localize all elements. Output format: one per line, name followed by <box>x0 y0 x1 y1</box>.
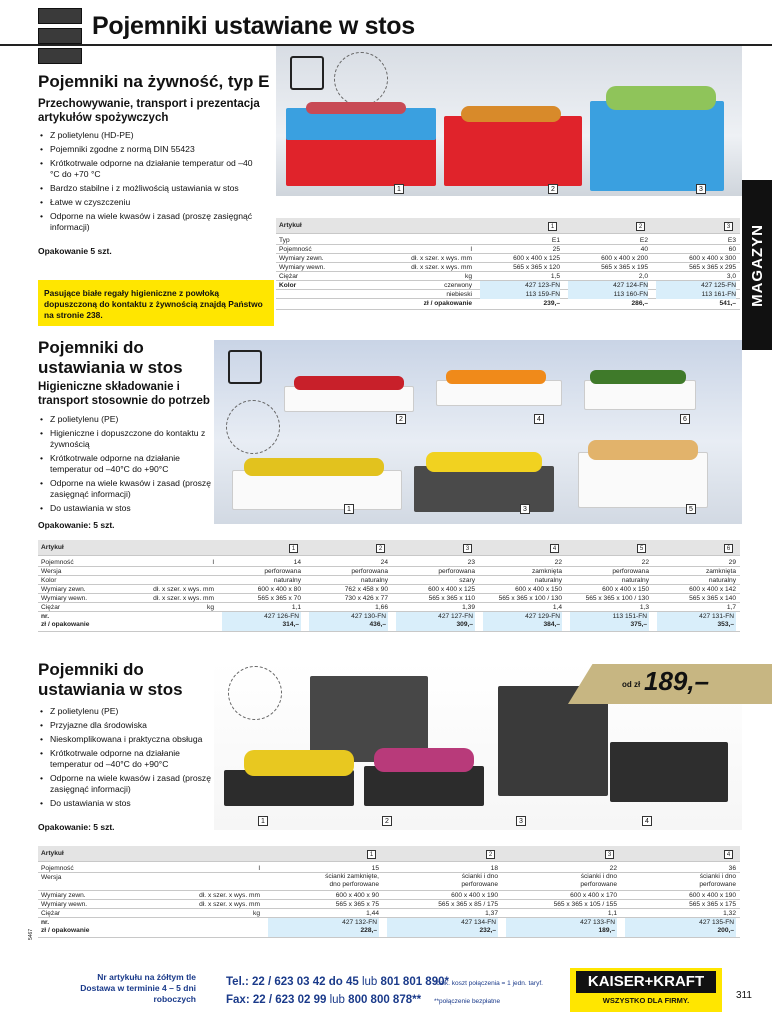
brand-slogan: WSZYSTKO DLA FIRMY. <box>602 996 690 1005</box>
photo-label: 2 <box>382 816 392 826</box>
price: 309,– <box>456 621 473 628</box>
bullet-item: • Z polietylenu (PE) <box>38 706 218 717</box>
table-cell <box>264 873 379 889</box>
wersja-line: perforowane <box>699 881 736 888</box>
section1-subheading: Przechowywanie, transport i prezentacja artykułów spożywczych <box>38 98 260 124</box>
brand-name: KAISER+KRAFT <box>576 971 716 993</box>
table-row <box>38 918 740 938</box>
column-number: 6 <box>724 544 733 553</box>
table-cell: 1,39 <box>462 604 475 611</box>
black-crate <box>364 766 484 806</box>
bullet-item: • Do ustawiania w stos <box>38 798 218 809</box>
column-number: 2 <box>376 544 385 553</box>
table-cell: 1,37 <box>485 910 498 917</box>
wersja-line: perforowane <box>461 881 498 888</box>
photo-label: 4 <box>642 816 652 826</box>
price-from: 189,– <box>644 666 710 696</box>
food-safe-icon <box>290 56 324 90</box>
row-label: Wymiary zewn. <box>41 586 86 593</box>
bread-rolls <box>461 106 561 122</box>
article-cell <box>309 612 388 631</box>
article-number: 113 151-FN <box>612 613 647 620</box>
article-cell <box>570 612 649 631</box>
table-cell: 565 x 365 x 120 <box>513 264 560 271</box>
stacked-crates-logo <box>38 8 82 66</box>
article-number: 113 161-FN <box>656 290 736 299</box>
article-number: 427 135-FN <box>699 919 734 926</box>
table-row <box>276 236 740 245</box>
price: 436,– <box>369 621 386 628</box>
price: 541,– <box>719 300 736 307</box>
row-unit: dł. x szer. x wys. mm <box>411 264 472 271</box>
section1-photo <box>276 46 742 196</box>
leeks <box>606 86 716 110</box>
food-safe-icon <box>228 350 262 384</box>
article-number: 427 133-FN <box>580 919 615 926</box>
table-row <box>38 540 740 556</box>
price-label: zł / opakowanie <box>41 927 90 934</box>
table-row <box>276 263 740 272</box>
table-cell: 565 x 365 x 70 <box>257 595 301 602</box>
row-label: Typ <box>279 237 290 244</box>
table-cell: 600 x 400 x 170 <box>570 892 617 899</box>
bullet-item: • Bardzo stabilne i z możliwością ustawiania w stos <box>38 183 263 194</box>
table-cell <box>621 873 736 889</box>
table-cell: 565 x 365 x 100 / 130 <box>585 595 649 602</box>
section1-heading: Pojemniki na żywność, typ E <box>38 72 270 91</box>
table-cell: 1,7 <box>726 604 736 611</box>
price: 353,– <box>717 621 734 628</box>
article-cell <box>222 612 301 631</box>
section1-bullets <box>38 130 263 236</box>
row-label: Pojemność <box>41 559 74 566</box>
row-unit: dł. x szer. x wys. mm <box>153 586 214 593</box>
wersja-line: ścianki i dno <box>580 873 617 880</box>
table-cell: naturalny <box>708 577 736 584</box>
column-number: 1 <box>367 850 376 859</box>
table-row <box>276 290 740 299</box>
phone-cost-note: *całk. koszt połączenia = 1 jedn. taryf. <box>434 980 543 987</box>
nr-label: nr. <box>41 919 50 926</box>
article-number: 113 160-FN <box>568 290 648 299</box>
delivery-note: Nr artykułu na żółtym tle Dostawa w terminie 4 – 5 dni roboczych <box>80 972 196 1004</box>
bullet-item: • Krótkotrwale odporne na działanie temperatur od –40°C do +90°C <box>38 748 218 770</box>
table-cell: 600 x 400 x 190 <box>451 892 498 899</box>
table-cell: 22 <box>641 559 649 566</box>
table-cell: 1,1 <box>607 910 617 917</box>
row-label: Wersja <box>41 568 62 575</box>
red-crate <box>286 136 436 186</box>
table-cell: 565 x 365 x 110 <box>428 595 475 602</box>
article-number: 113 159-FN <box>480 290 560 299</box>
table-cell: 1,66 <box>375 604 388 611</box>
table-row <box>276 218 740 234</box>
row-unit: dł. x szer. x wys. mm <box>199 892 260 899</box>
table-cell: 600 x 400 x 80 <box>257 586 301 593</box>
photo-label: 1 <box>394 184 404 194</box>
article-cell <box>625 918 736 937</box>
table-cell: 600 x 400 x 150 <box>515 586 562 593</box>
price: 228,– <box>360 927 377 934</box>
table-cell: 600 x 400 x 90 <box>335 892 379 899</box>
hygiene-shelf-note: Pasujące białe regały higieniczne z powłoką dopuszczoną do kontaktu z żywnością znajdą Państwo na stronie 238. <box>38 280 274 326</box>
table-row <box>276 272 740 281</box>
table-cell: naturalny <box>360 577 388 584</box>
article-number: 427 125-FN <box>656 281 736 290</box>
row-unit: dł. x szer. x wys. mm <box>153 595 214 602</box>
price: 239,– <box>543 300 560 307</box>
table-cell: 23 <box>467 559 475 566</box>
table-header-label: Artykuł <box>41 544 64 551</box>
bullet-item: • Z polietylenu (HD-PE) <box>38 130 263 141</box>
column-number: 3 <box>724 222 733 231</box>
section3-packaging: Opakowanie: 5 szt. <box>38 822 115 832</box>
table-cell: naturalny <box>273 577 301 584</box>
bread <box>588 440 698 460</box>
bullet-item: • Krótkotrwale odporne na działanie temperatur od –40°C do +90°C <box>38 453 218 475</box>
article-number: 427 124-FN <box>568 281 648 290</box>
apricots <box>446 370 546 384</box>
table-row <box>38 864 740 873</box>
table-row <box>38 603 740 612</box>
bullet-item: • Odporne na wiele kwasów i zasad (proszę zasięgnąć informacji) <box>38 773 218 795</box>
row-label <box>41 613 89 629</box>
table-cell: 1,3 <box>639 604 649 611</box>
price: 189,– <box>598 927 615 934</box>
column-number: 5 <box>637 544 646 553</box>
row-label: Pojemność <box>279 246 312 253</box>
table-row <box>38 846 740 862</box>
article-cell <box>657 612 736 631</box>
table-cell: 600 x 400 x 125 <box>428 586 475 593</box>
section3-bullets <box>38 706 218 812</box>
table-cell: E1 <box>551 237 560 244</box>
table-cell: 600 x 400 x 200 <box>601 255 648 262</box>
row-label: Ciężar <box>279 273 299 280</box>
table-cell: 29 <box>728 559 736 566</box>
column-number: 4 <box>724 850 733 859</box>
price: 375,– <box>630 621 647 628</box>
row-label: Pojemność <box>41 865 74 872</box>
table-cell: 2,0 <box>638 273 648 280</box>
article-number: 427 123-FN <box>480 281 560 290</box>
article-number: 427 132-FN <box>342 919 377 926</box>
article-cell <box>396 612 475 631</box>
table-cell: 18 <box>490 865 498 872</box>
bullet-item: • Odporne na wiele kwasów i zasad (proszę zasięgnąć informacji) <box>38 211 263 233</box>
table-cell: zamknięta <box>531 568 562 575</box>
fax-cost-note: **połączenie bezpłatne <box>434 998 501 1005</box>
cherries <box>294 376 404 390</box>
row-unit: l <box>212 559 214 566</box>
column-number: 3 <box>605 850 614 859</box>
table-cell: 1,44 <box>366 910 379 917</box>
article-number: 427 134-FN <box>461 919 496 926</box>
article-cell <box>506 918 617 937</box>
row-label: Wymiary zewn. <box>41 892 86 899</box>
table-row <box>276 245 740 254</box>
table-cell: perforowana <box>612 568 649 575</box>
white-crate <box>578 452 708 508</box>
table-cell: 1,5 <box>550 273 560 280</box>
white-crate <box>232 470 402 510</box>
table-cell: E3 <box>727 237 736 244</box>
page-number: 311 <box>736 990 752 1001</box>
table-cell: 1,1 <box>291 604 301 611</box>
photo-label: 3 <box>520 504 530 514</box>
row-label: Wymiary zewn. <box>279 255 324 262</box>
wersja-line: ścianki zamknięte, <box>325 873 379 880</box>
bullet-item: • Pojemniki zgodne z normą DIN 55423 <box>38 144 263 155</box>
row-label: Wymiary wewn. <box>279 264 326 271</box>
table-cell: 600 x 400 x 190 <box>689 892 736 899</box>
table-cell: perforowana <box>264 568 301 575</box>
table-row <box>38 594 740 603</box>
bullet-item: • Z polietylenu (PE) <box>38 414 218 425</box>
photo-label: 2 <box>548 184 558 194</box>
article-number: 427 130-FN <box>351 613 386 620</box>
wersja-line: perforowane <box>580 881 617 888</box>
column-number: 1 <box>548 222 557 231</box>
wersja-line: dno perforowane <box>329 881 379 888</box>
table-row <box>38 567 740 576</box>
table-cell: 730 x 426 x 77 <box>344 595 388 602</box>
recycling-seal-icon <box>226 400 280 454</box>
bananas <box>426 452 542 472</box>
table-cell: 565 x 365 x 175 <box>689 901 736 908</box>
photo-label: 3 <box>696 184 706 194</box>
table-cell: 565 x 365 x 295 <box>689 264 736 271</box>
table-cell: 600 x 400 x 142 <box>689 586 736 593</box>
row-unit: dł. x szer. x wys. mm <box>199 901 260 908</box>
table-header-label: Artykuł <box>279 222 302 229</box>
table-cell: 3,0 <box>726 273 736 280</box>
bullet-item: • Krótkotrwale odporne na działanie temperatur od –40 °C do +70 °C <box>38 158 263 180</box>
section2-heading: Pojemniki do ustawiania w stos <box>38 338 183 377</box>
section2-table <box>38 540 740 652</box>
photo-label: 4 <box>534 414 544 424</box>
table-cell: szary <box>459 577 475 584</box>
table-cell: 565 x 365 x 85 / 175 <box>438 901 498 908</box>
row-label <box>41 919 89 935</box>
article-number: 427 127-FN <box>438 613 473 620</box>
price: 384,– <box>543 621 560 628</box>
table-cell: 600 x 400 x 150 <box>602 586 649 593</box>
bullet-item: • Odporne na wiele kwasów i zasad (proszę zasięgnąć informacji) <box>38 478 218 500</box>
wersja-line: ścianki i dno <box>699 873 736 880</box>
row-label: Wersja <box>41 874 62 881</box>
table-cell: 565 x 365 x 195 <box>601 264 648 271</box>
section2-photo <box>214 340 742 524</box>
flowers <box>244 750 354 776</box>
red-crate-e2 <box>444 116 582 186</box>
table-cell: naturalny <box>621 577 649 584</box>
section2-bullets <box>38 414 218 517</box>
table-cell: 36 <box>728 865 736 872</box>
photo-label: 5 <box>686 504 696 514</box>
table-cell: 22 <box>609 865 617 872</box>
section3-table <box>38 846 740 960</box>
bullet-item: • Do ustawiania w stos <box>38 503 218 514</box>
table-cell: 40 <box>640 246 648 253</box>
table-cell <box>383 873 498 889</box>
article-number: 427 131-FN <box>699 613 734 620</box>
column-number: 2 <box>636 222 645 231</box>
article-cell <box>387 918 498 937</box>
table-cell: 1,4 <box>552 604 562 611</box>
table-cell: 60 <box>728 246 736 253</box>
row-unit: kg <box>207 604 214 611</box>
table-cell: naturalny <box>534 577 562 584</box>
row-unit: kg <box>465 273 472 280</box>
column-number: 2 <box>486 850 495 859</box>
row-unit: l <box>470 246 472 253</box>
price: 314,– <box>282 621 299 628</box>
photo-label: 1 <box>258 816 268 826</box>
row-label: Kolor <box>41 577 57 584</box>
table-cell: 565 x 365 x 140 <box>689 595 736 602</box>
table-cell: 762 x 458 x 90 <box>344 586 388 593</box>
row-label: Kolor <box>279 282 297 289</box>
table-cell: 25 <box>552 246 560 253</box>
cucumbers <box>590 370 686 384</box>
row-label: Wymiary wewn. <box>41 595 88 602</box>
table-cell: perforowana <box>438 568 475 575</box>
table-row <box>38 585 740 594</box>
recycling-seal-icon <box>228 666 282 720</box>
row-label: Ciężar <box>41 604 61 611</box>
row-unit: zł / opakowanie <box>423 300 472 307</box>
page-title: Pojemniki ustawiane w stos <box>92 12 415 40</box>
row-label: Wymiary wewn. <box>41 901 88 908</box>
flowers <box>374 748 474 772</box>
table-row <box>276 281 740 290</box>
table-row <box>276 254 740 263</box>
photo-label: 3 <box>516 816 526 826</box>
section1-table <box>276 218 740 328</box>
price-prefix: od zł <box>622 680 641 689</box>
brand-logo <box>570 968 722 1012</box>
article-number: 427 129-FN <box>525 613 560 620</box>
table-row <box>38 900 740 909</box>
bullet-item: • Nieskomplikowana i praktyczna obsługa <box>38 734 218 745</box>
column-number: 4 <box>550 544 559 553</box>
table-cell: perforowana <box>351 568 388 575</box>
table-row <box>38 558 740 567</box>
article-cell <box>483 612 562 631</box>
article-cell <box>268 918 379 937</box>
fax-line: Fax: 22 / 623 02 99 lub 800 800 878** <box>226 994 422 1006</box>
photo-label: 6 <box>680 414 690 424</box>
row-label: Ciężar <box>41 910 61 917</box>
phone-line: Tel.: 22 / 623 03 42 do 45 lub 801 801 890* <box>226 976 449 988</box>
article-number: 427 126-FN <box>264 613 299 620</box>
row-unit: kg <box>253 910 260 917</box>
table-row <box>38 891 740 900</box>
table-cell: 14 <box>293 559 301 566</box>
photo-label: 1 <box>344 504 354 514</box>
row-unit: l <box>258 865 260 872</box>
side-tab: MAGAZYN <box>742 180 772 350</box>
table-row <box>276 299 740 310</box>
table-cell: 1,32 <box>723 910 736 917</box>
table-row <box>38 909 740 918</box>
bullet-item: • Higieniczne i dopuszczone do kontaktu z żywnością <box>38 428 218 450</box>
table-header-label: Artykuł <box>41 850 64 857</box>
wersja-line: ścianki i dno <box>461 873 498 880</box>
blue-crate-e3 <box>590 101 724 191</box>
section2-packaging: Opakowanie: 5 szt. <box>38 520 115 530</box>
recycling-seal-icon <box>334 52 388 106</box>
section3-heading: Pojemniki do ustawiania w stos <box>38 660 183 699</box>
table-row <box>38 612 740 632</box>
price-label: zł / opakowanie <box>41 621 90 628</box>
table-row <box>38 873 740 891</box>
photo-label: 2 <box>396 414 406 424</box>
catalog-code: 5467 <box>28 928 34 940</box>
meat <box>306 102 406 114</box>
column-number: 1 <box>289 544 298 553</box>
white-tray <box>584 380 696 410</box>
apples <box>244 458 384 476</box>
black-crate <box>610 742 728 802</box>
grey-crate <box>414 466 554 512</box>
table-cell: zamknięta <box>705 568 736 575</box>
table-cell: 24 <box>380 559 388 566</box>
section2-subheading: Higieniczne składowanie i transport stosownie do potrzeb <box>38 381 210 407</box>
table-cell: 565 x 365 x 105 / 155 <box>553 901 617 908</box>
price: 286,– <box>631 300 648 307</box>
nr-label: nr. <box>41 613 50 620</box>
table-cell <box>502 873 617 889</box>
table-cell: 565 x 365 x 75 <box>335 901 379 908</box>
table-cell: 22 <box>554 559 562 566</box>
table-cell: 15 <box>371 865 379 872</box>
bullet-item: • Łatwe w czyszczeniu <box>38 197 263 208</box>
row-unit: czerwony <box>444 282 472 289</box>
table-cell: 600 x 400 x 125 <box>513 255 560 262</box>
table-cell: 600 x 400 x 300 <box>689 255 736 262</box>
price: 200,– <box>717 927 734 934</box>
table-row <box>38 576 740 585</box>
bullet-item: • Przyjazne dla środowiska <box>38 720 218 731</box>
section1-packaging: Opakowanie 5 szt. <box>38 246 112 256</box>
table-cell: 565 x 365 x 100 / 130 <box>498 595 562 602</box>
column-number: 3 <box>463 544 472 553</box>
table-cell: E2 <box>639 237 648 244</box>
price: 232,– <box>479 927 496 934</box>
row-unit: niebieski <box>446 291 472 298</box>
row-unit: dł. x szer. x wys. mm <box>411 255 472 262</box>
